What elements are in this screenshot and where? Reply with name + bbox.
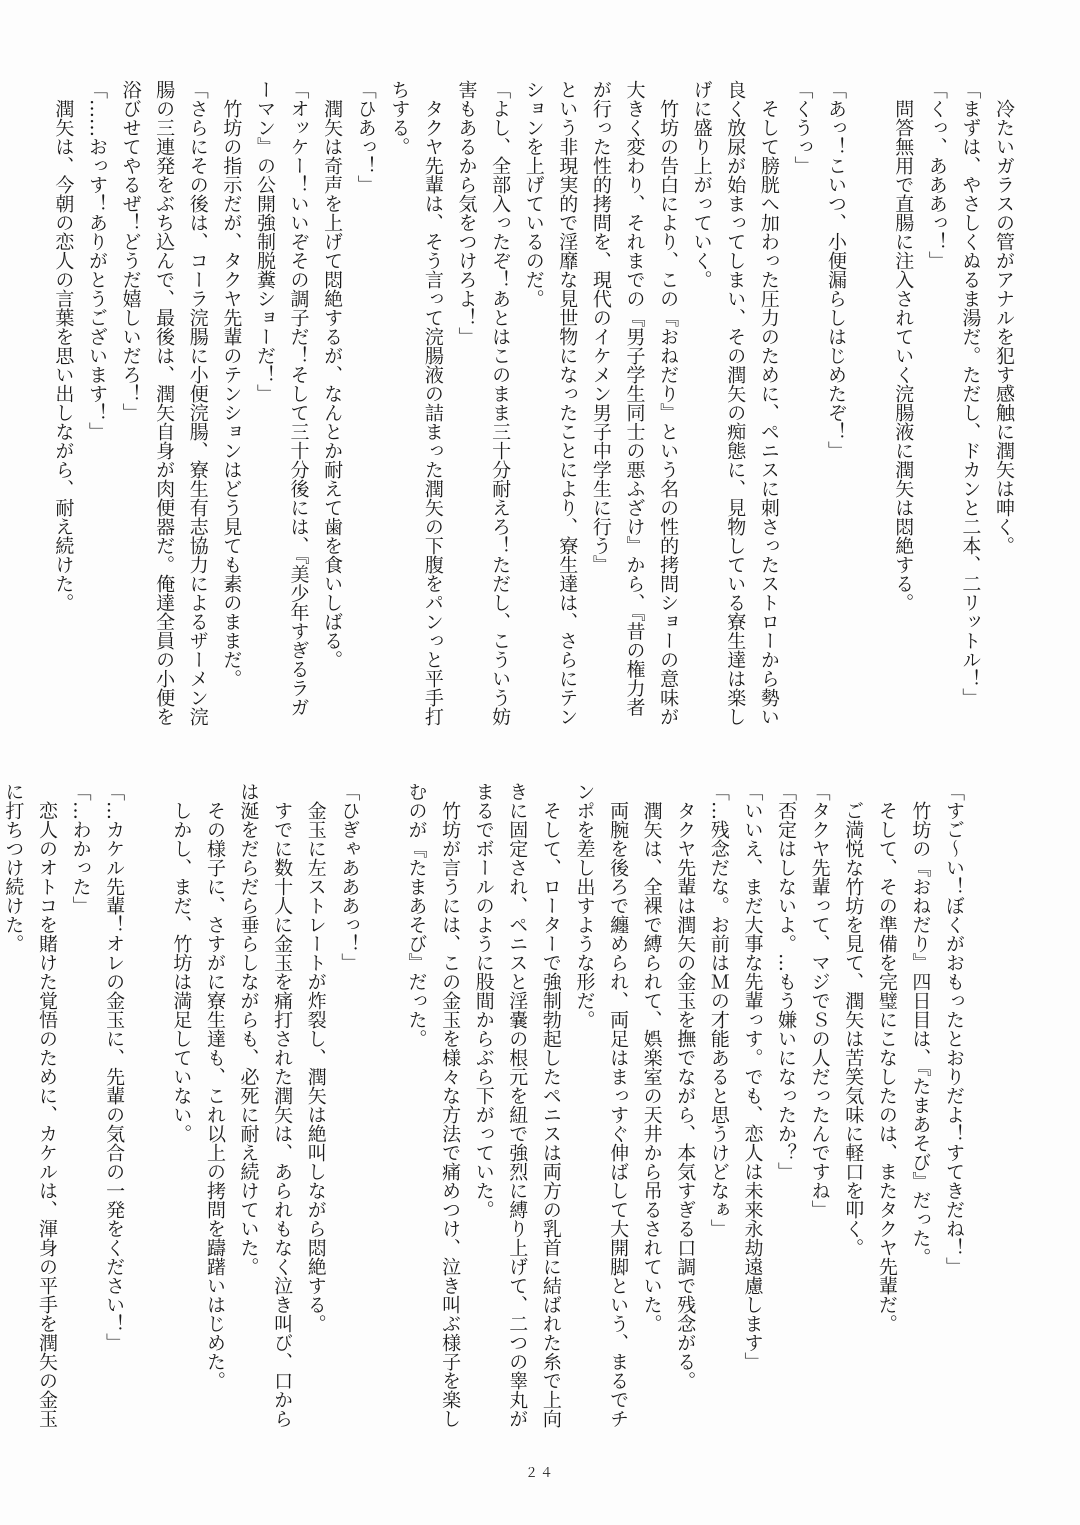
- page-number: ２４: [524, 1466, 555, 1481]
- text-line: その様子に、さすがに寮生達も、これ以上の拷問を躊躇いはじめた。: [203, 782, 226, 1390]
- text-line: ーマン』の公開強制脱糞ショーだ！」: [253, 80, 276, 403]
- text-line: 竹坊の告白により、この『おねだり』という名の性的拷問ショーの意味が: [657, 80, 680, 726]
- text-line: 「よし、全部入ったぞ！あとはこのまま三十分耐えろ！ただし、こういう妨: [489, 80, 512, 726]
- text-line: は涎をだらだら垂らしながらも、必死に耐え続けていた。: [237, 782, 260, 1276]
- text-line: そして膀胱へ加わった圧力のために、ペニスに刺さったストローから勢い: [757, 80, 780, 726]
- text-line: 腸の三連発をぶち込んで、最後は、潤矢自身が肉便器だ。俺達全員の小便を: [153, 80, 176, 726]
- text-line: [130, 782, 164, 1422]
- text-line: 竹坊の指示だが、タクヤ先輩のテンションはどう見ても素のままだ。: [220, 80, 243, 688]
- text-line: まるでボールのように股間からぶら下がっていた。: [472, 782, 495, 1219]
- text-line: むのが『たまあそび』だった。: [405, 782, 428, 1048]
- text-line: ご満悦な竹坊を見て、潤矢は苦笑気味に軽口を叩く。: [842, 782, 865, 1257]
- text-line: 「否定はしないよ。…もう嫌いになったか？」: [775, 782, 798, 1181]
- text-line: 「さらにその後は、コーラ浣腸に小便浣腸、寮生有志協力によるザーメン浣: [186, 80, 209, 726]
- text-line: に打ちつけ続けた。: [2, 782, 25, 953]
- text-line: 「すご～い！ぼくがおもったとおりだよ！すてきだね！」: [943, 782, 965, 1276]
- text-line: 「ひあっ！」: [354, 80, 377, 194]
- text-line: 潤矢は、今朝の恋人の言葉を思い出しながら、耐え続けた。: [52, 80, 75, 612]
- text-line: 「……おっす！ありがとうございます！」: [85, 80, 108, 441]
- text-line: 「くうっ」: [791, 80, 814, 175]
- text-line: 良く放尿が始まってしまい、その潤矢の痴態に、見物している寮生達は楽し: [724, 80, 747, 726]
- text-line: そして、その準備を完璧にこなしたのは、またタクヤ先輩だ。: [875, 782, 898, 1333]
- text-line: [852, 80, 886, 720]
- text-line: 竹坊の『おねだり』四日目は、『たまあそび』だった。: [909, 782, 932, 1267]
- text-line: そして、ローターで強制勃起したペニスは両方の乳首に結ばれた糸で上向: [539, 782, 562, 1428]
- text-line: 潤矢は、全裸で縛られて、娯楽室の天井から吊るされていた。: [640, 782, 663, 1333]
- text-line: 両腕を後ろで纏められ、両足はまっすぐ伸ばして大開脚という、まるでチ: [607, 782, 630, 1428]
- text-line: すでに数十人に金玉を痛打された潤矢は、あられもなく泣き叫び、口から: [271, 782, 294, 1428]
- text-line: 「いいえ、まだ大事な先輩っす。でも、恋人は未来永劫遠慮します」: [741, 782, 764, 1371]
- text-line: という非現実的で淫靡な見世物になったことにより、寮生達は、さらにテン: [556, 80, 579, 726]
- text-line: ションを上げているのだ。: [522, 80, 545, 308]
- text-line: 冷たいガラスの管がアナルを犯す感触に潤矢は呻く。: [993, 80, 1015, 555]
- lower-text-block: [2, 782, 970, 1428]
- text-line: 潤矢は奇声を上げて悶絶するが、なんとか耐えて歯を食いしばる。: [321, 80, 344, 669]
- text-line: 「…わかった」: [69, 782, 92, 915]
- text-line: が行った性的拷問を、現代のイケメン男子中学生に行う』: [589, 80, 612, 574]
- text-line: 浴びせてやるぜ！どうだ嬉しいだろ！」: [119, 80, 142, 422]
- text-line: 「まずは、やさしくぬるま湯だ。ただし、ドカンと二本、二リットル！」: [959, 80, 982, 707]
- text-line: げに盛り上がっていく。: [690, 80, 713, 289]
- text-line: 「ひぎゃあああっ！」: [338, 782, 361, 972]
- text-line: タクヤ先輩は、そう言って浣腸液の詰まった潤矢の下腹をパンっと平手打: [421, 80, 444, 726]
- text-line: 「オッケー！いいぞその調子だ！そして三十分後には、『美少年すぎるラガ: [287, 80, 310, 717]
- text-line: しかし、まだ、竹坊は満足していない。: [170, 782, 193, 1143]
- text-line: 「くっ、あああっ！」: [925, 80, 948, 270]
- text-line: ちする。: [388, 80, 411, 156]
- text-line: きに固定され、ペニスと淫嚢の根元を紐で強烈に縛り上げて、二つの睾丸が: [506, 782, 529, 1428]
- text-line: タクヤ先輩は潤矢の金玉を撫でながら、本気すぎる口調で残念がる。: [674, 782, 697, 1390]
- text-line: [365, 782, 399, 1422]
- text-line: 問答無用で直腸に注入されていく浣腸液に潤矢は悶絶する。: [892, 80, 915, 612]
- text-line: 害もあるから気をつけろよ！」: [455, 80, 478, 346]
- text-line: ンポを差し出すような形だ。: [573, 782, 596, 1029]
- text-line: 恋人のオトコを賭けた覚悟のために、カケルは、渾身の平手を潤矢の金玉: [35, 782, 58, 1428]
- upper-text-block: [52, 80, 1020, 726]
- text-line: 「…カケル先輩！オレの金玉に、先輩の気合の一発をください！」: [103, 782, 126, 1352]
- text-line: 大きく変わり、それまでの『男子学生同士の悪ふざけ』から、『昔の権力者: [623, 80, 646, 717]
- text-line: 「タクヤ先輩って、マジでＳの人だったんですね」: [808, 782, 831, 1219]
- text-line: 「あっ！こいつ、小便漏らしはじめたぞ！」: [825, 80, 848, 460]
- text-line: 「…残念だな。お前はＭの才能あると思うけどなぁ」: [707, 782, 730, 1238]
- text-line: 竹坊が言うには、この金玉を様々な方法で痛めつけ、泣き叫ぶ様子を楽し: [439, 782, 462, 1428]
- text-line: 金玉に左ストレートが炸裂し、潤矢は絶叫しながら悶絶する。: [304, 782, 327, 1333]
